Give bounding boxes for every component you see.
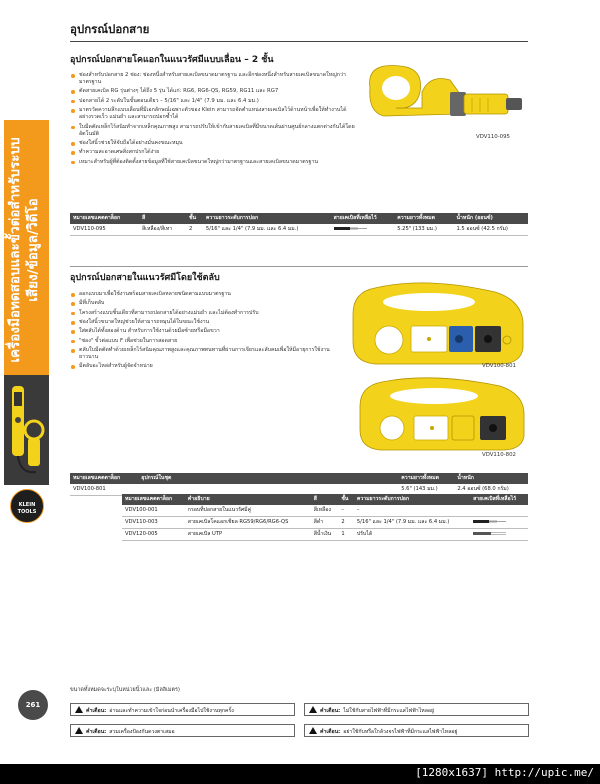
warning-box bbox=[70, 724, 295, 737]
column-header: หมายเลขแคตตาล็อก bbox=[70, 213, 139, 224]
cell: VDV120-005 bbox=[122, 529, 185, 541]
section1-heading: อุปกรณ์ปอกสายโคแอกในแนวรัศมีแบบเลื่อน – 2 ชั้น bbox=[70, 55, 274, 65]
cell: 1 bbox=[338, 529, 353, 541]
spec-table-801 bbox=[70, 473, 528, 496]
column-header: สี bbox=[139, 213, 186, 224]
bullet: ตลับใบมีดตัดทำด้วยเหล็กไร้สนิมคุณภาพสูงและคุณภาพทนทานที่ผ่านการเจียรและลับคมเพื่อให้มีอายุการใช้งานยาวนาน bbox=[70, 347, 340, 361]
cell: 5/16" และ 1/4" (7.9 มม. และ 6.4 มม.) bbox=[203, 224, 331, 236]
cell: – bbox=[354, 505, 470, 517]
cell: สีดำ bbox=[311, 517, 339, 529]
warning-box bbox=[304, 703, 529, 716]
warning-icon bbox=[309, 727, 317, 734]
bullet: ทำความสะอาดเศษสิ่งสกปรกได้ง่าย bbox=[70, 149, 355, 156]
cable-strip-diagram bbox=[473, 531, 507, 536]
tester-photo bbox=[8, 380, 46, 480]
cell: สีน้ำเงิน bbox=[311, 529, 339, 541]
sidebar-title: เครื่องมือทดสอบและขั้วต่อสำหรับระบบเสียง/ข้อมูล/วิดีโอ bbox=[7, 137, 41, 363]
table-row bbox=[122, 529, 528, 541]
bullet: ช่องใส่นิ้วช่วยให้จับถือได้อย่างมั่นคงขณะหมุน bbox=[70, 140, 355, 147]
footer-watermark: [1280x1637] http://upic.me/ bbox=[415, 766, 594, 779]
cell: สายเคเบิล UTP bbox=[185, 529, 311, 541]
bullet: ช่องใส่นิ้วขนาดใหญ่ช่วยให้สามารถหมุนได้ในขณะใช้งาน bbox=[70, 319, 340, 326]
cell: VDV100-801 bbox=[70, 484, 138, 496]
table-row bbox=[122, 517, 528, 529]
bullet: ใบมีดตัดเหล็กไร้สนิมทำจากเหล็กคุณภาพสูง สามารถปรับให้เข้ากับสายเคเบิลที่มีขนาดเส้นผ่านศูนย์กลางแตกต่างกันได้โดยอัตโนมัติ bbox=[70, 124, 355, 138]
bullet: ปอกสายได้ 2 ระดับในขั้นตอนเดียว – 5/16" และ 1/4" (7.9 มม. และ 6.4 มม.) bbox=[70, 98, 355, 105]
cell: สีเหลือง bbox=[311, 505, 339, 517]
cell: – bbox=[338, 505, 353, 517]
column-header: น้ำหนัก bbox=[454, 473, 528, 484]
section2-bullets bbox=[70, 291, 340, 373]
column-header: สี bbox=[311, 494, 339, 505]
bullet: ช่องสำหรับปอกสาย 2 ช่อง: ช่องหนึ่งสำหรับสายเคเบิลขนาดมาตรฐาน และอีกช่องหนึ่งสำหรับสายเคเบิลขนาดใหญ่กว่ามาตรฐาน bbox=[70, 72, 355, 86]
warning-label: คำเตือน: bbox=[320, 708, 341, 714]
cell: VDV110-095 bbox=[70, 224, 139, 236]
warning-text: สวมเครื่องป้องกันดวงตาเสมอ bbox=[109, 729, 175, 735]
column-header: ความยาวระดับการปอก bbox=[354, 494, 470, 505]
bullet: ตัดสายเคเบิล RG รุ่นต่างๆ ได้ถึง 5 รุ่น ได้แก่: RG6, RG6-QS, RG59, RG11 และ RG7 bbox=[70, 88, 355, 95]
cell: 5.25" (133 มม.) bbox=[394, 224, 453, 236]
cell: 2 bbox=[186, 224, 203, 236]
cell: กรอบที่ปอกสายในแนวรัศมีคู่ bbox=[185, 505, 311, 517]
stripper-802-image bbox=[352, 374, 530, 454]
cell: 2 bbox=[338, 517, 353, 529]
klein-logo bbox=[10, 489, 44, 523]
units-note: ขนาดทั้งหมดจะระบุในหน่วยนิ้วและ (มิลลิเมตร) bbox=[70, 687, 180, 693]
cable-strip-diagram bbox=[334, 226, 368, 231]
warning-box bbox=[304, 724, 529, 737]
column-header: ชั้น bbox=[186, 213, 203, 224]
spec-table-095 bbox=[70, 213, 528, 236]
cell: สีเหลือง/สีเทา bbox=[139, 224, 186, 236]
cell: 1.5 ออนซ์ (42.5 กรัม) bbox=[453, 224, 528, 236]
stripper-801-image bbox=[345, 278, 530, 370]
bullet: มาตรวัดความลึกแบบเลื่อนที่มีเอกลักษณ์เฉพาะตัวของ Klein สามารถจัดตำแหน่งสายเคเบิลไว้ด้านหน้าเพื่อให้ทำงานได้อย่างรวดเร็ว แม่นยำ และสามารถปอกซ้ำได้ bbox=[70, 107, 355, 121]
image-caption: VDV110-802 bbox=[482, 452, 516, 458]
warning-label: คำเตือน: bbox=[86, 708, 107, 714]
sidebar bbox=[0, 0, 56, 784]
spec-subtable-cartridges bbox=[122, 494, 528, 541]
column-header: ชั้น bbox=[338, 494, 353, 505]
bullet: "ช่อง" ขั้วต่อแบบ F เพื่อช่วยในการสอดสาย bbox=[70, 338, 340, 345]
cable-diagram-cell bbox=[470, 529, 528, 541]
image-caption: VDV100-801 bbox=[482, 363, 516, 369]
cable-diagram-cell bbox=[331, 224, 395, 236]
warning-box bbox=[70, 703, 295, 716]
cell: 5.6" (143 มม.) bbox=[398, 484, 454, 496]
column-header: ความยาวระดับการปอก bbox=[203, 213, 331, 224]
column-header: ความยาวทั้งหมด bbox=[398, 473, 454, 484]
bullet: ออกแบบมาเพื่อใช้งานพร้อมสายเคเบิลหลายชนิดตามแบบมาตรฐาน bbox=[70, 291, 340, 298]
image-caption: VDV110-095 bbox=[476, 134, 510, 140]
title-rule bbox=[70, 41, 528, 42]
bullet: มีที่เก็บตลับ bbox=[70, 300, 340, 307]
cell: 5/16" และ 1/4" (7.9 มม. และ 6.4 มม.) bbox=[354, 517, 470, 529]
warning-text: อ่านและทำความเข้าใจก่อนนำเครื่องมือไปใช้งานทุกครั้ง bbox=[109, 708, 234, 714]
column-header: หมายเลขแคตตาล็อก bbox=[70, 473, 138, 484]
cell: ปรับได้ bbox=[354, 529, 470, 541]
warning-icon bbox=[75, 727, 83, 734]
column-header: หมายเลขแคตตาล็อก bbox=[122, 494, 185, 505]
column-header: คำอธิบาย bbox=[185, 494, 311, 505]
warning-icon bbox=[75, 706, 83, 713]
warning-label: คำเตือน: bbox=[320, 729, 341, 735]
section1-bullets bbox=[70, 72, 355, 168]
column-header: ความยาวทั้งหมด bbox=[394, 213, 453, 224]
logo-text: KLEIN TOOLS bbox=[17, 502, 37, 515]
bullet: ใส่ตลับได้ทั้งสองด้าน สำหรับการใช้งานด้วยมือซ้ายหรือมือขวา bbox=[70, 328, 340, 335]
warning-text: อย่าใช้กับหรือใกล้วงจรไฟฟ้าที่มีกระแสไฟฟ้าไหลอยู่ bbox=[343, 729, 458, 735]
bullet: มีตลับอะไหล่สำหรับผู้จัดจำหน่าย bbox=[70, 363, 340, 370]
bullet: โครงสร้างแบบชิ้นเดียวที่สามารถปอกสายได้อย่างแม่นยำ และไม่ต้องทำการปรับ bbox=[70, 310, 340, 317]
section2-heading: อุปกรณ์ปอกสายในแนวรัศมีโดยใช้ตลับ bbox=[70, 273, 220, 283]
bullet: เหมาะสำหรับผู้ที่ต้องติดตั้งสายข้อมูลที่ใช้สายเคเบิลขนาดใหญ่กว่ามาตรฐานและสายเคเบิลขนาดมาตรฐาน bbox=[70, 159, 355, 166]
page-number: 261 bbox=[18, 690, 48, 720]
column-header: อุปกรณ์ในชุด bbox=[138, 473, 398, 484]
cable-strip-diagram bbox=[473, 519, 507, 524]
warning-icon bbox=[309, 706, 317, 713]
warning-text: ไม่ใช้กับสายไฟฟ้าที่มีกระแสไฟฟ้าไหลอยู่ bbox=[343, 708, 435, 714]
cell: VDV100-001 bbox=[122, 505, 185, 517]
cell: 2.4 ออนซ์ (68.0 กรัม) bbox=[454, 484, 528, 496]
column-header: สายเคเบิลที่เหลือไว้ bbox=[470, 494, 528, 505]
cell: สายเคเบิลโคแอกเชียล RG59/RG6/RG6-QS bbox=[185, 517, 311, 529]
table-row bbox=[122, 505, 528, 517]
cell: VDV110-003 bbox=[122, 517, 185, 529]
cable-diagram-cell bbox=[470, 517, 528, 529]
warning-label: คำเตือน: bbox=[86, 729, 107, 735]
section-divider bbox=[70, 266, 528, 267]
column-header: สายเคเบิลที่เหลือไว้ bbox=[331, 213, 395, 224]
page-title: อุปกรณ์ปอกสาย bbox=[70, 22, 150, 36]
column-header: น้ำหนัก (ออนซ์) bbox=[453, 213, 528, 224]
cell bbox=[470, 505, 528, 517]
stripper-095-image bbox=[360, 58, 530, 136]
table-row bbox=[70, 224, 528, 236]
